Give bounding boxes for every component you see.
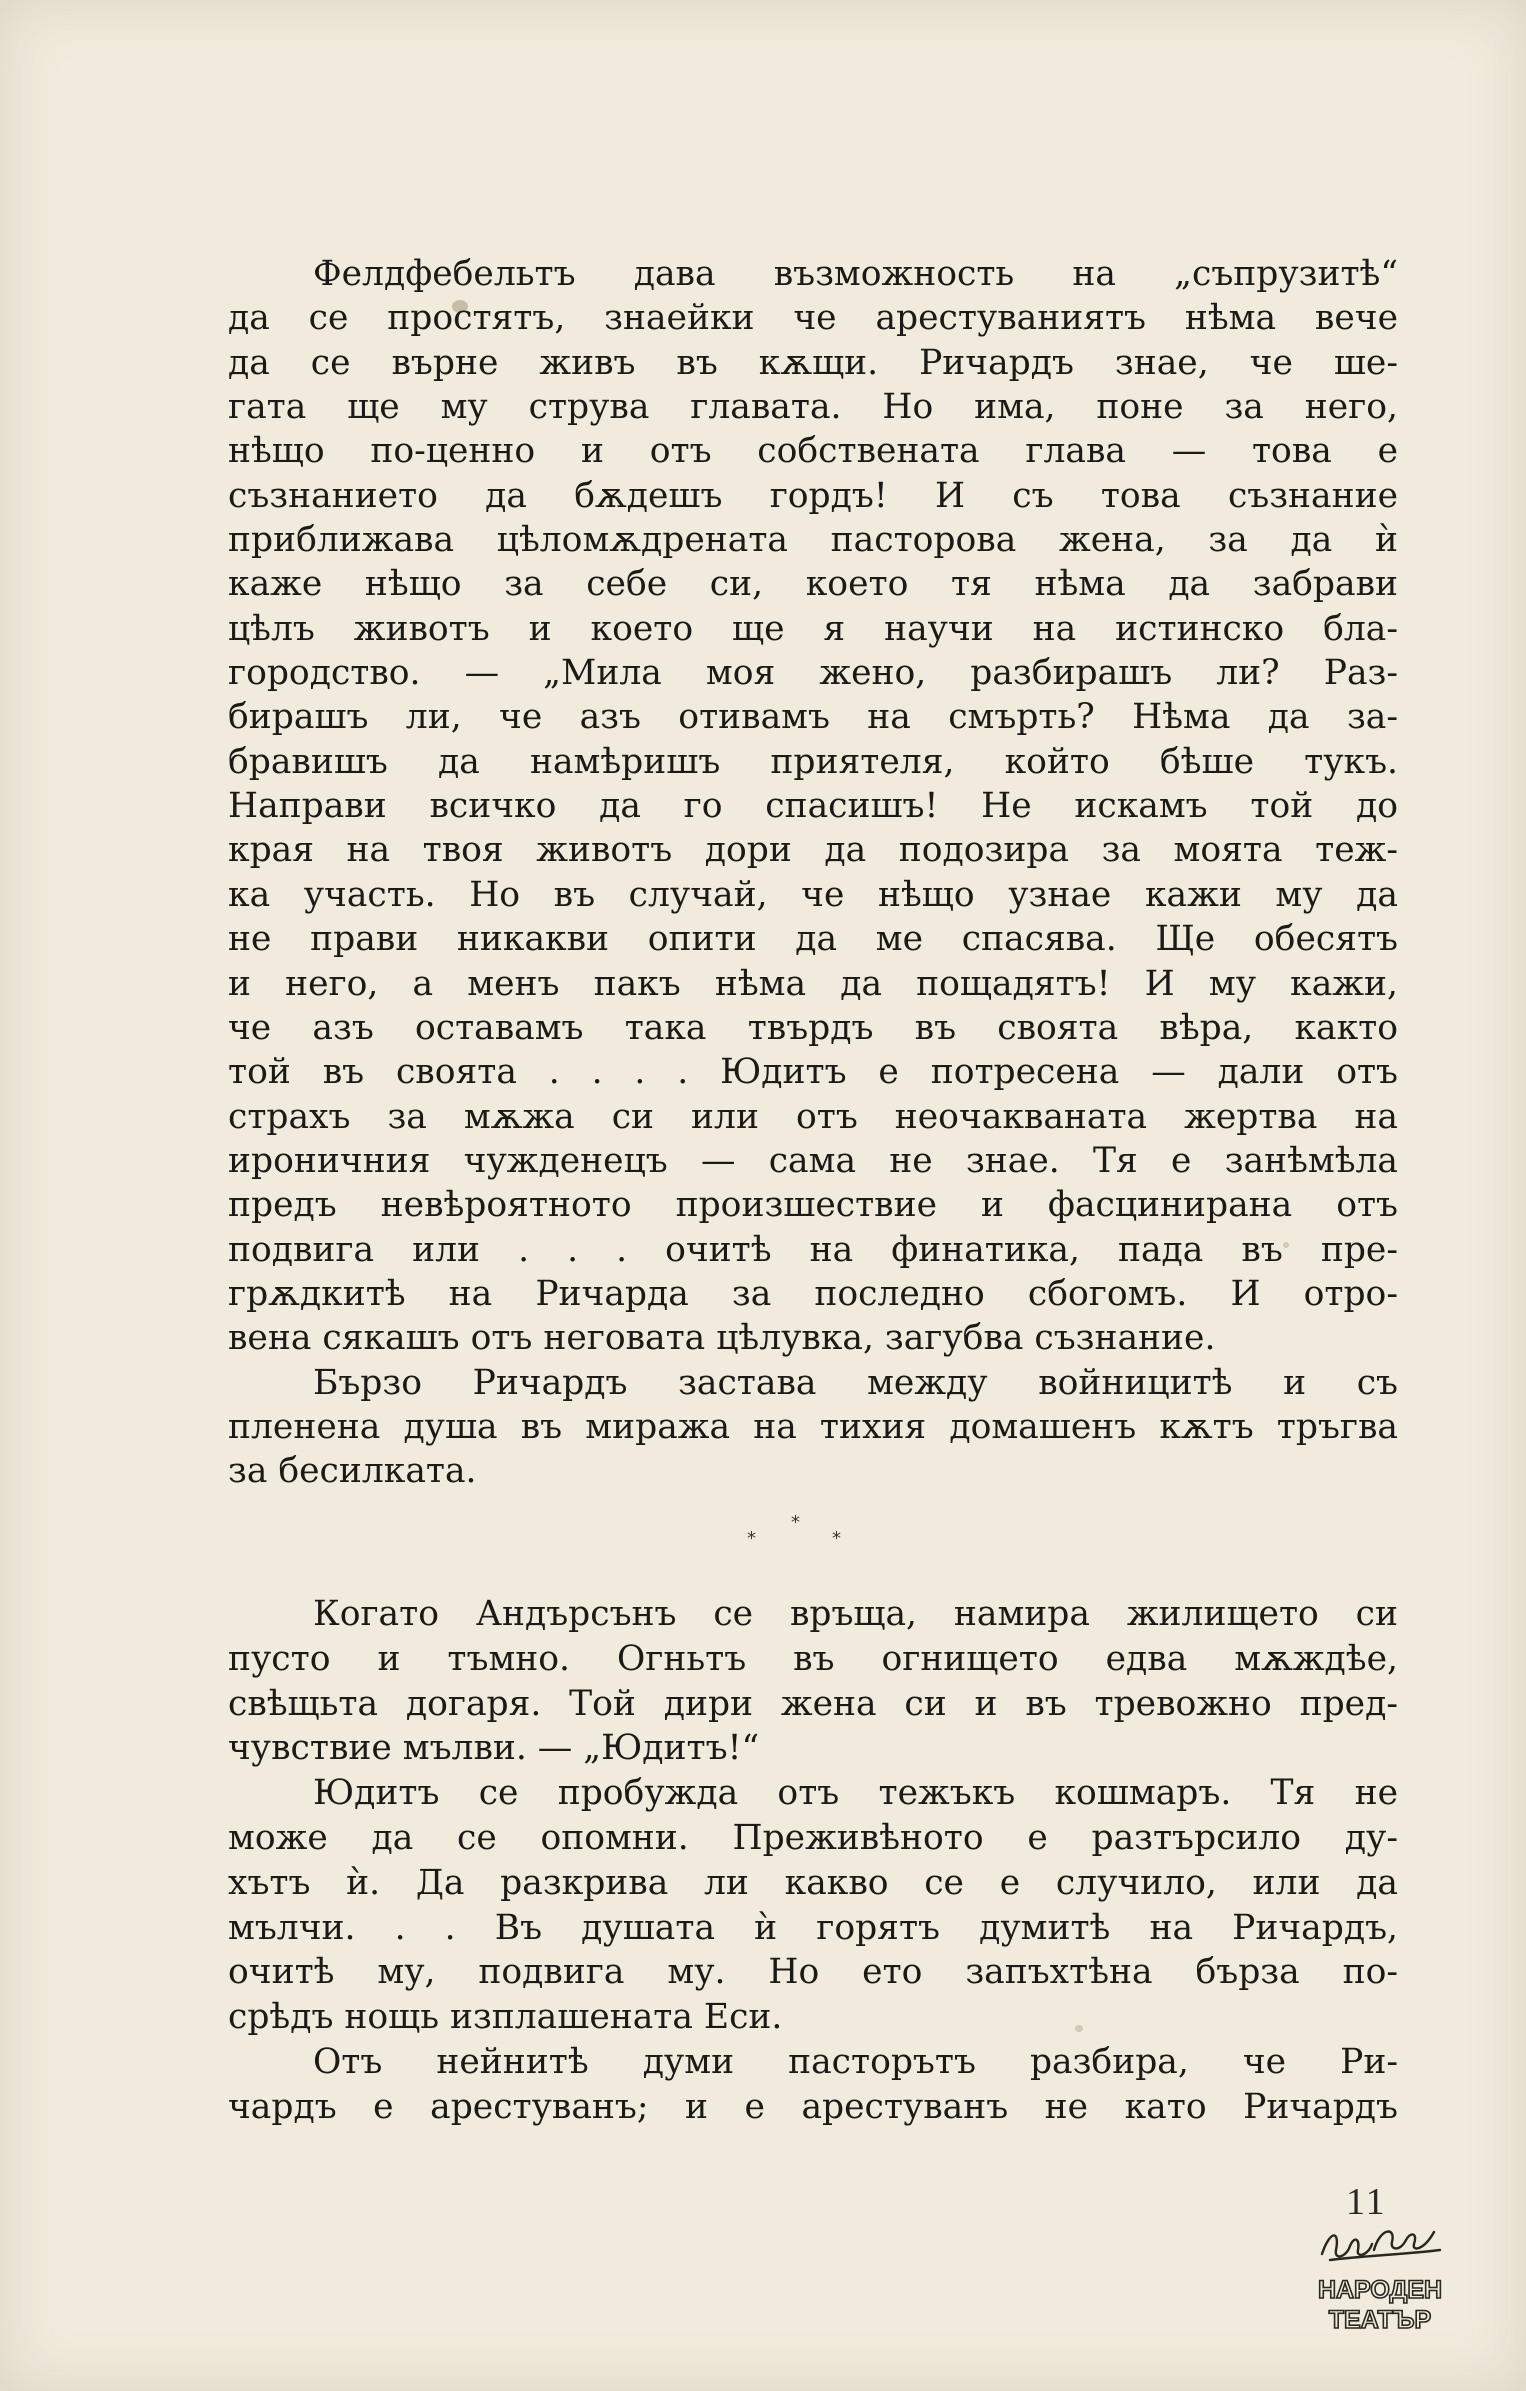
text-line: Фелдфебельтъ дава възможность на „съпрузитѣ“: [313, 254, 1398, 294]
page-number: 11: [1346, 2181, 1387, 2223]
asterisk: *: [747, 1528, 756, 1549]
text-line: свѣщьта догаря. Той дири жена си и въ тревожно пред-: [228, 1683, 1398, 1724]
text-line: хътъ ѝ. Да разкрива ли какво се е случило, или да: [228, 1862, 1398, 1903]
text-line: чувствие мълви. — „Юдитъ!“: [228, 1728, 760, 1769]
stamp-text-line-2: ТЕАТЪР: [1328, 2306, 1432, 2334]
text-line: и него, а менъ пакъ нѣма да пощадятъ! И му кажи,: [228, 963, 1398, 1004]
text-line: нѣщо по-ценно и отъ собствената глава — това е: [228, 431, 1398, 472]
text-line: гата ще му струва главата. Но има, поне за него,: [228, 387, 1398, 428]
asterisk: *: [832, 1528, 841, 1549]
text-line: бирашъ ли, че азъ отивамъ на смърть? Нѣма да за-: [228, 697, 1398, 738]
text-line: Отъ нейнитѣ думи пасторътъ разбира, че Ри-: [313, 2041, 1398, 2082]
stamp-signature-mark: [1322, 2232, 1440, 2260]
text-line: очитѣ му, подвига му. Но ето запъхтѣна бърза по-: [228, 1952, 1398, 1993]
text-line: подвига или . . . очитѣ на финатика, пада въ пре-: [228, 1229, 1398, 1270]
text-line: вена сякашъ отъ неговата цѣлувка, загубва съзнание.: [228, 1318, 1216, 1359]
theatre-stamp-logo: [1300, 2210, 1460, 2340]
text-line: пусто и тъмно. Огньтъ въ огнището едва мѫждѣе,: [228, 1638, 1398, 1679]
text-line: приближава цѣломѫдрената пасторова жена, за да ѝ: [228, 520, 1398, 561]
text-line: съзнанието да бѫдешъ гордъ! И съ това съзнание: [228, 475, 1398, 516]
text-line: не прави никакви опити да ме спасява. Ще обесятъ: [228, 919, 1398, 960]
text-line: да се простятъ, знаейки че арестуваниятъ нѣма вече: [228, 298, 1398, 339]
stamp-text-line-1: НАРОДЕН: [1317, 2276, 1443, 2304]
paragraph-1: [228, 252, 1398, 1494]
asterisk: *: [791, 1512, 800, 1533]
text-line: ироничния чужденецъ — сама не знае. Тя е занѣмѣла: [228, 1140, 1398, 1181]
text-line: че азъ оставамъ така твърдъ въ своята вѣра, както: [228, 1007, 1398, 1048]
text-line: чардъ е арестуванъ; и е арестуванъ не като Ричардъ: [228, 2086, 1398, 2127]
text-line: за бесилката.: [228, 1451, 477, 1492]
paragraph-2: [228, 1592, 1398, 2130]
text-line: срѣдъ нощь изплашената Еси.: [228, 1997, 783, 2038]
text-line: ка участь. Но въ случай, че нѣщо узнае кажи му да: [228, 874, 1398, 915]
text-line: бравишъ да намѣришъ приятеля, който бѣше тукъ.: [228, 741, 1398, 782]
text-line: той въ своята . . . . Юдитъ е потресена — дали отъ: [228, 1052, 1398, 1093]
text-line: городство. — „Мила моя жено, разбирашъ ли? Раз-: [228, 653, 1398, 694]
text-line: грѫдкитѣ на Ричарда за последно сбогомъ. И отро-: [228, 1273, 1398, 1314]
text-line: мълчи. . . Въ душата ѝ горятъ думитѣ на Ричардъ,: [228, 1907, 1398, 1948]
text-line: Направи всичко да го спасишъ! Не искамъ той до: [228, 786, 1398, 827]
text-line: Юдитъ се пробужда отъ тежъкъ кошмаръ. Тя не: [313, 1773, 1398, 1814]
text-line: края на твоя животъ дори да подозира за моята теж-: [228, 830, 1398, 871]
text-line: Когато Андърсънъ се връща, намира жилището си: [313, 1594, 1398, 1634]
section-separator: [735, 1512, 855, 1552]
text-line: Бързо Ричардъ застава между войницитѣ и съ: [313, 1362, 1398, 1403]
text-line: страхъ за мѫжа си или отъ неочакваната жертва на: [228, 1096, 1398, 1137]
text-line: пленена душа въ миража на тихия домашенъ кѫтъ тръгва: [228, 1406, 1398, 1447]
text-line: цѣлъ животъ и което ще я научи на истинско бла-: [228, 608, 1398, 649]
text-line: може да се опомни. Преживѣното е разтърсило ду-: [228, 1817, 1398, 1858]
text-line: каже нѣщо за себе си, което тя нѣма да забрави: [228, 564, 1398, 605]
text-line: предъ невѣроятното произшествие и фасцинирана отъ: [228, 1185, 1398, 1226]
text-line: да се върне живъ въ кѫщи. Ричардъ знае, че ше-: [228, 342, 1398, 383]
